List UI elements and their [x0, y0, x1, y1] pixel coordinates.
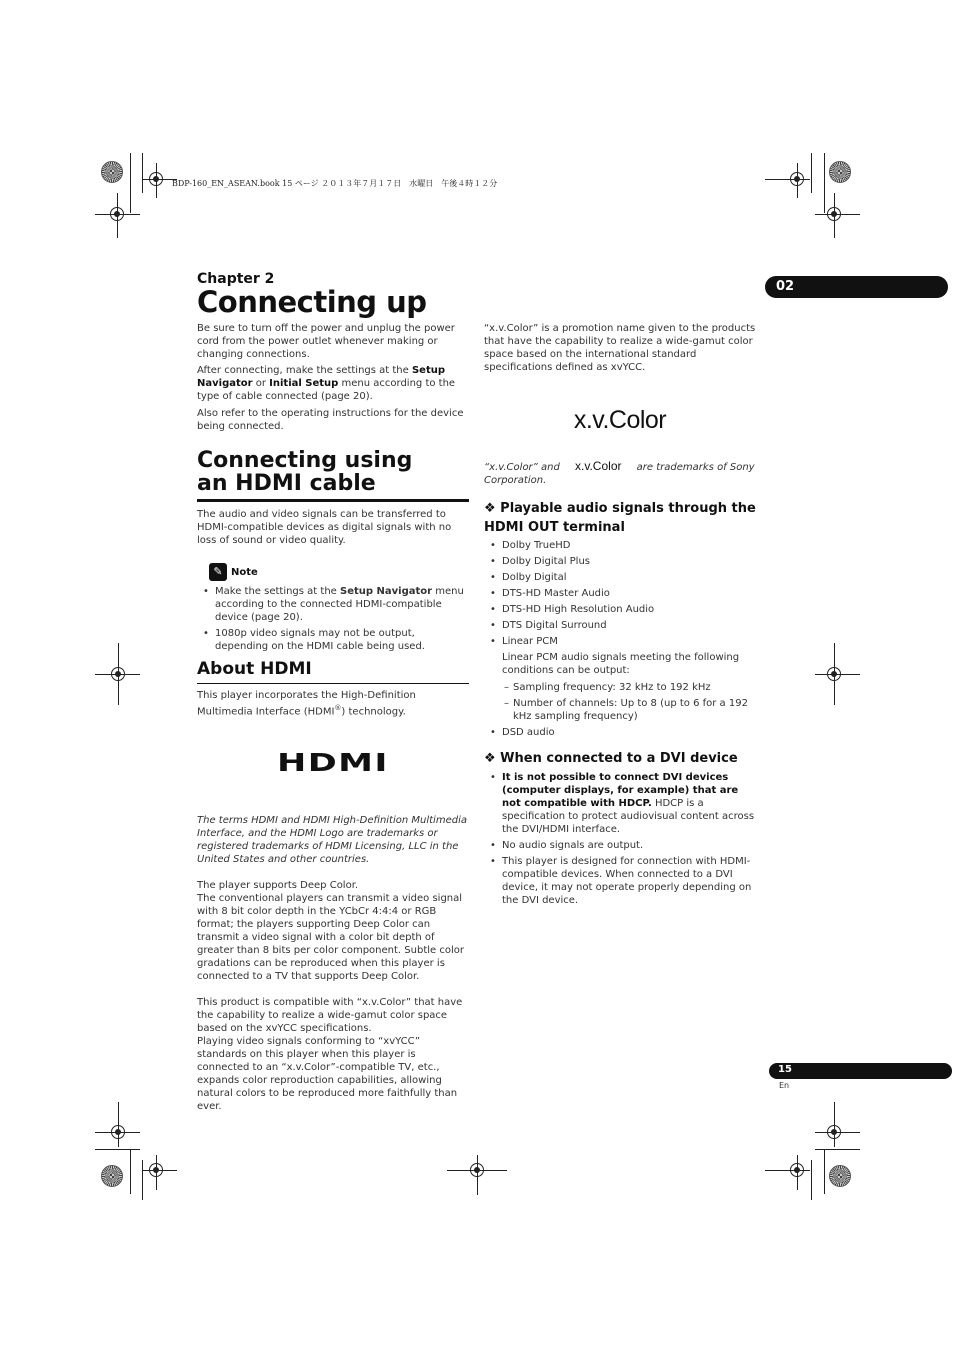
- list-item: – Sampling frequency: 32 kHz to 192 kHz: [502, 681, 756, 694]
- xvcolor-intro: “x.v.Color” is a promotion name given to the products that have the capability to realize a wide-gamut color space based on the international standard specifications defined as xvYCC.: [484, 323, 756, 373]
- dvi-heading: ❖ When connected to a DVI device: [484, 751, 738, 766]
- list-item: • No audio signals are output.: [484, 839, 756, 852]
- page-language: En: [779, 1081, 790, 1090]
- registration-rosette-icon: [829, 161, 851, 183]
- list-item: – Number of channels: Up to 8 (up to 6 for a 192 kHz sampling frequency): [502, 697, 756, 723]
- registration-rosette-icon: [829, 1165, 851, 1187]
- right-column: [484, 322, 756, 910]
- xvcolor-small-logo: x.v.Color: [575, 459, 622, 473]
- list-item: • It is not possible to connect DVI devices (computer displays, for example) that are not compatible with HDCP. HDCP is a specification to protect audiovisual content across the DVI/HDMI interface.: [484, 771, 756, 836]
- xvcolor-logo: x.v.Color: [573, 405, 667, 434]
- page-title: Connecting up: [197, 285, 427, 319]
- list-item: • DSD audio: [484, 726, 756, 739]
- note-label: Note: [231, 566, 258, 578]
- dsd-list: [484, 726, 756, 739]
- xvcolor-compat-paragraph: This product is compatible with “x.v.Color” that have the capability to realize a wide-gamut color space based on the xvYCC specifications. Playing video signals conforming to “xvYCC” standards on this player when this player is connected to an “x.v.Color”-compatible TV, etc., expands color reproduction capabilities, allowing natural colors to be reproduced more faithfully than ever.: [197, 997, 463, 1113]
- list-item: • Dolby TrueHD: [484, 539, 756, 552]
- section-heading-about-hdmi: About HDMI: [197, 659, 312, 679]
- intro-paragraph-3: Also refer to the operating instructions for the device being connected.: [197, 408, 464, 432]
- audio-format-list: [484, 539, 756, 648]
- print-job-header: BDP-160_EN_ASEAN.book 15 ページ ２０１３年７月１７日 水曜日 午後４時１２分: [172, 179, 498, 188]
- hdmi-logo: HDMI: [277, 747, 389, 777]
- section-rule: [197, 499, 469, 502]
- chapter-tab: [765, 276, 948, 298]
- intro-paragraph-1: Be sure to turn off the power and unplug the power cord from the power outlet whenever making or changing connections.: [197, 323, 455, 360]
- xvcolor-trademark-notice: “x.v.Color” and x.v.Color are trademarks of Sony Corporation.: [484, 459, 755, 486]
- section-rule: [197, 683, 469, 684]
- intro-paragraph-2: After connecting, make the settings at the Setup Navigator or Initial Setup menu according to the type of cable connected (page 20).: [197, 365, 456, 402]
- list-item: • DTS Digital Surround: [484, 619, 756, 632]
- list-item: • Make the settings at the Setup Navigator menu according to the connected HDMI-compatible device (page 20).: [197, 585, 469, 624]
- audio-signals-heading: ❖ Playable audio signals through the HDMI OUT terminal: [484, 501, 756, 535]
- note-pencil-icon: ✎: [209, 563, 227, 581]
- note-list: [197, 585, 469, 653]
- dvi-list: [484, 771, 756, 907]
- list-item: • Dolby Digital: [484, 571, 756, 584]
- list-item: • Linear PCM: [484, 635, 756, 648]
- page-number-tab: [769, 1063, 952, 1079]
- registration-rosette-icon: [101, 1165, 123, 1187]
- registration-rosette-icon: [101, 161, 123, 183]
- chapter-tab-number: 02: [776, 279, 795, 294]
- note-box: [197, 563, 469, 653]
- about-hdmi-body: This player incorporates the High-Definition Multimedia Interface (HDMI®) technology.: [197, 690, 416, 718]
- page-number: 15: [778, 1064, 792, 1075]
- list-item: • This player is designed for connection with HDMI-compatible devices. When connected to a DVI device, it may not operate properly depending on the DVI device.: [484, 855, 756, 907]
- chapter-label: Chapter 2: [197, 271, 275, 287]
- lpcm-note: Linear PCM audio signals meeting the following conditions can be output:: [502, 652, 740, 676]
- lpcm-conditions: [502, 681, 756, 723]
- section-heading-hdmi-cable: Connecting using an HDMI cable: [197, 448, 413, 496]
- list-item: • DTS-HD Master Audio: [484, 587, 756, 600]
- hdmi-trademark-notice: The terms HDMI and HDMI High-Definition Multimedia Interface, and the HDMI Logo are trademarks or registered trademarks of HDMI Licensing, LLC in the United States and other countries.: [197, 815, 467, 866]
- left-column: [197, 322, 469, 1113]
- list-item: • Dolby Digital Plus: [484, 555, 756, 568]
- list-item: • 1080p video signals may not be output, depending on the HDMI cable being used.: [197, 627, 469, 653]
- deep-color-paragraph: The player supports Deep Color. The conventional players can transmit a video signal with 8 bit color depth in the YCbCr 4:4:4 or RGB format; the players supporting Deep Color can transmit a video signal with a color bit depth of greater than 8 bits per color component. Subtle color gradations can be reproduced when this player is connected to a TV that supports Deep Color.: [197, 880, 464, 983]
- hdmi-cable-body: The audio and video signals can be transferred to HDMI-compatible devices as digital signals with no loss of sound or video quality.: [197, 509, 452, 546]
- list-item: • DTS-HD High Resolution Audio: [484, 603, 756, 616]
